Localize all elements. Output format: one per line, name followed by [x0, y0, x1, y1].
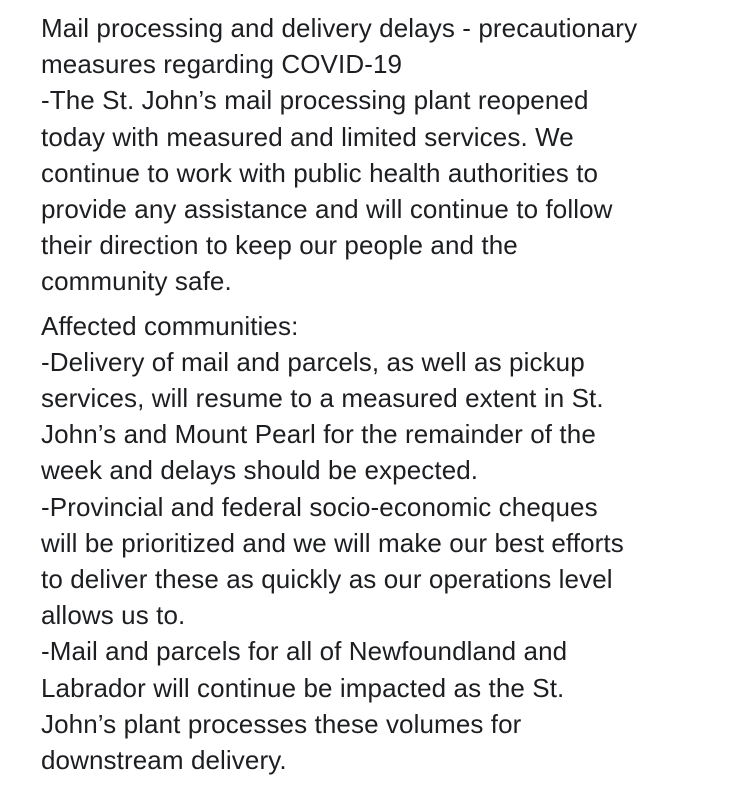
notice-heading-line: measures regarding COVID-19 [41, 49, 403, 80]
intro-line: their direction to keep our people and the [41, 230, 518, 261]
cheques-item-line: allows us to. [41, 600, 186, 631]
newfoundland-item-line: -Mail and parcels for all of Newfoundland and [41, 636, 568, 667]
intro-line: -The St. John’s mail processing plant reopened [41, 85, 589, 116]
newfoundland-item-line: Labrador will continue be impacted as the St. [41, 672, 565, 703]
notice-heading-line: Mail processing and delivery delays - precautionary [41, 13, 638, 43]
newfoundland-item-line: downstream delivery. [41, 745, 287, 776]
delivery-item-line: -Delivery of mail and parcels, as well as pickup [41, 346, 585, 377]
affected-communities-paragraph [41, 308, 730, 779]
delivery-item-line: John’s and Mount Pearl for the remainder of the [41, 419, 596, 450]
newfoundland-item-line: John’s plant processes these volumes for [41, 708, 522, 739]
delivery-item-line: week and delays should be expected. [41, 455, 479, 486]
intro-line: provide any assistance and will continue to follow [41, 194, 613, 225]
intro-line: today with measured and limited services. We [41, 121, 574, 152]
intro-line: continue to work with public health authorities to [41, 157, 599, 188]
cheques-item-line: to deliver these as quickly as our operations level [41, 564, 613, 595]
notice-paragraph [41, 10, 730, 300]
cheques-item-line: will be prioritized and we will make our best efforts [41, 527, 624, 558]
intro-line: community safe. [41, 266, 232, 297]
cheques-item-line: -Provincial and federal socio-economic cheques [41, 491, 598, 522]
affected-communities-heading: Affected communities: [41, 310, 299, 341]
delivery-item-line: services, will resume to a measured extent in St. [41, 383, 604, 414]
